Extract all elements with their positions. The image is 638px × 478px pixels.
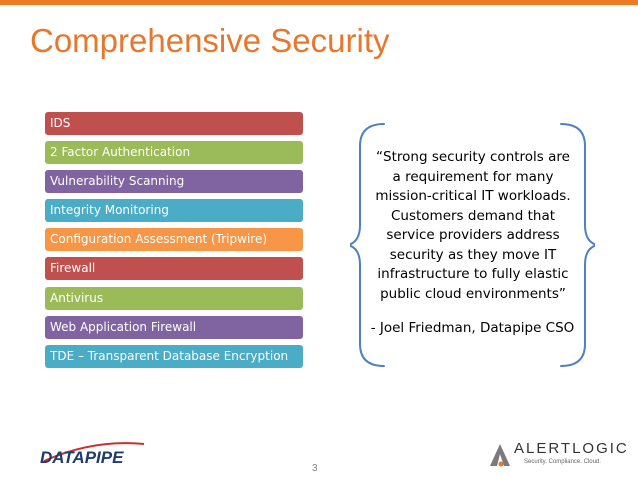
- security-features-list: [45, 112, 303, 374]
- feature-bar-vulnerability-scanning: Vulnerability Scanning: [45, 170, 303, 193]
- top-accent-bar: [0, 0, 638, 5]
- datapipe-logo: [38, 441, 148, 467]
- feature-bar-integrity-monitoring: Integrity Monitoring: [45, 199, 303, 222]
- feature-bar-web-application-firewall: Web Application Firewall: [45, 316, 303, 339]
- alertlogic-tagline: Security. Compliance. Cloud.: [524, 459, 601, 465]
- feature-bar-firewall: Firewall: [45, 257, 303, 280]
- page-number: 3: [312, 463, 318, 474]
- feature-bar-2fa: 2 Factor Authentication: [45, 141, 303, 164]
- quote-attribution: - Joel Friedman, Datapipe CSO: [370, 320, 575, 336]
- quote-box: [350, 120, 595, 370]
- alertlogic-name: ALERTLOGIC: [514, 440, 629, 457]
- datapipe-logo-text: DATAPIPE: [40, 448, 124, 467]
- feature-bar-antivirus: Antivirus: [45, 287, 303, 310]
- slide-title: Comprehensive Security: [30, 22, 390, 59]
- feature-bar-tde: TDE – Transparent Database Encryption: [45, 345, 303, 368]
- quote-text: “Strong security controls are a requirement for many mission-critical IT workloads. Customers demand that service providers address security as they move IT infrastructure to fully elastic public cloud environments”: [375, 149, 571, 302]
- feature-bar-ids: IDS: [45, 112, 303, 135]
- feature-bar-configuration-assessment: Configuration Assessment (Tripwire): [45, 228, 303, 251]
